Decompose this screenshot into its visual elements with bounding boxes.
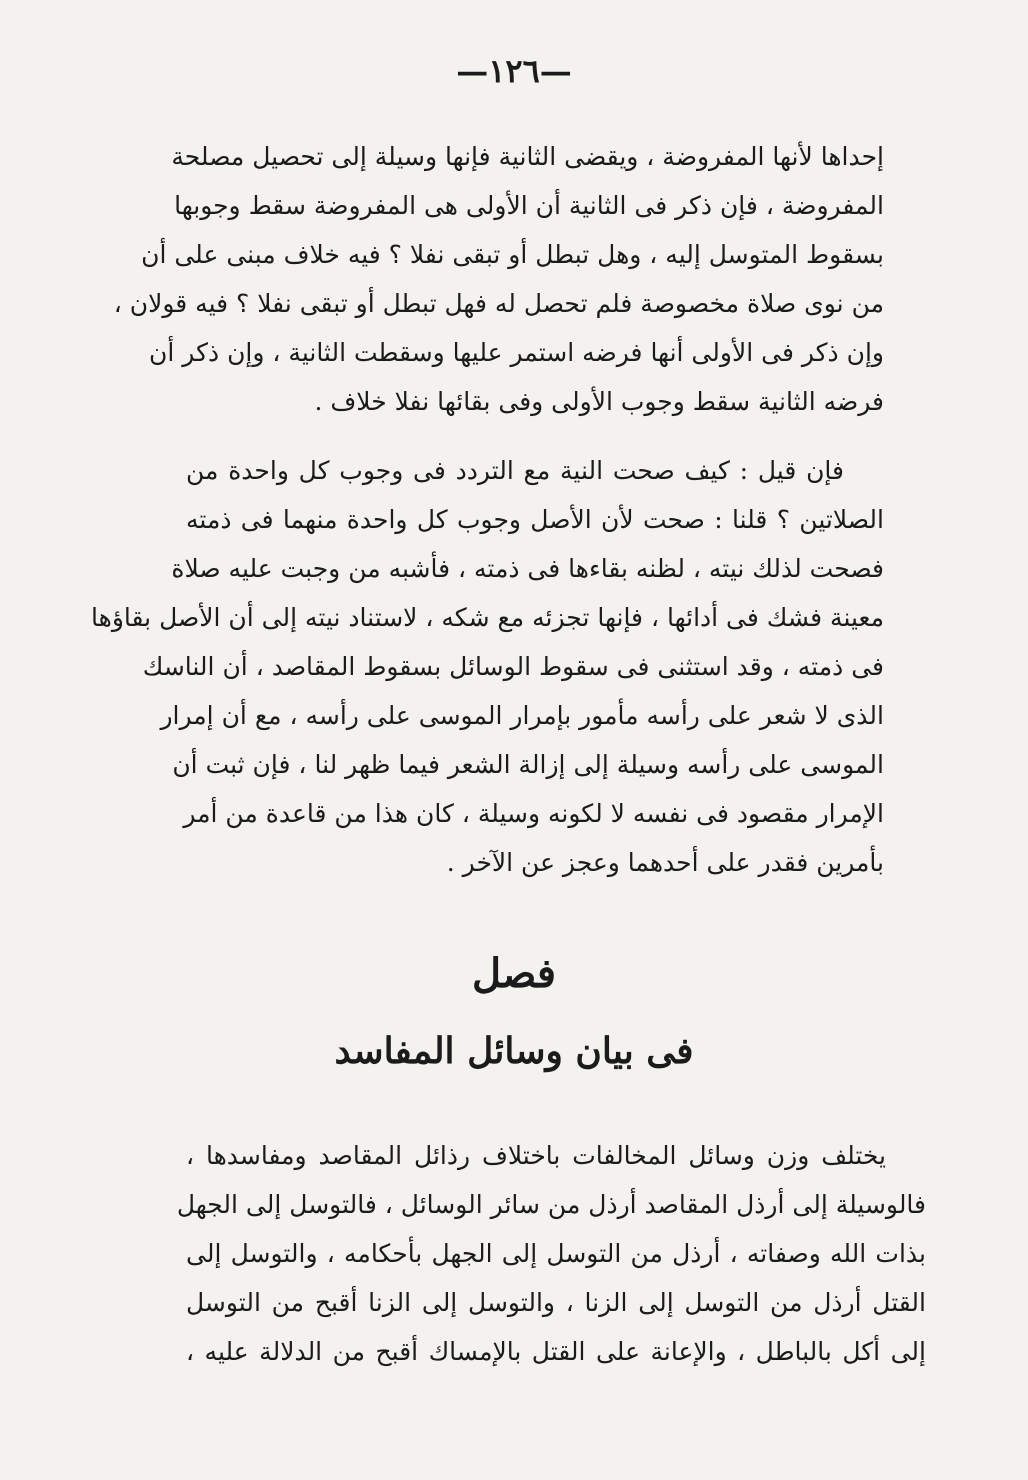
section-subheading: فى بيان وسائل المفاسد (334, 1030, 694, 1072)
text-line: إلى أكل بالباطل ، والإعانة على القتل بالإمساك أقبح من الدلالة عليه ، (186, 1337, 926, 1366)
text-line: الموسى على رأسه وسيلة إلى إزالة الشعر فيما ظهر لنا ، فإن ثبت أن (172, 750, 884, 779)
text-line: فرضه الثانية سقط وجوب الأولى وفى بقائها نفلا خلاف . (314, 387, 884, 416)
text-line: فصحت لذلك نيته ، لظنه بقاءها فى ذمته ، فأشبه من وجبت عليه صلاة (171, 554, 884, 583)
text-line: الذى لا شعر على رأسه مأمور بإمرار الموسى على رأسه ، مع أن إمرار (160, 701, 884, 730)
text-line: الصلاتين ؟ قلنا : صحت لأن الأصل وجوب كل واحدة منهما فى ذمته (186, 505, 884, 534)
text-line: معينة فشك فى أدائها ، فإنها تجزئه مع شكه ، لاستناد نيته إلى أن الأصل بقاؤها (91, 603, 884, 632)
text-line: وإن ذكر فى الأولى أنها فرضه استمر عليها وسقطت الثانية ، وإن ذكر أن (149, 338, 884, 367)
paragraph-2 (91, 446, 884, 887)
text-line: فإن قيل : كيف صحت النية مع التردد فى وجوب كل واحدة من (186, 456, 844, 485)
page-number: —١٢٦— (456, 52, 572, 90)
text-line: المفروضة ، فإن ذكر فى الثانية أن الأولى هى المفروضة سقط وجوبها (174, 191, 884, 220)
text-line: بذات الله وصفاته ، أرذل من التوسل إلى الجهل بأحكامه ، والتوسل إلى (186, 1239, 926, 1268)
text-line: بأمرين فقدر على أحدهما وعجز عن الآخر . (446, 848, 884, 877)
paragraph-3 (176, 1131, 926, 1376)
text-line: إحداها لأنها المفروضة ، ويقضى الثانية فإنها وسيلة إلى تحصيل مصلحة (171, 142, 884, 171)
text-line: يختلف وزن وسائل المخالفات باختلاف رذائل المقاصد ومفاسدها ، (186, 1141, 886, 1170)
text-line: من نوى صلاة مخصوصة فلم تحصل له فهل تبطل أو تبقى نفلا ؟ فيه قولان ، (113, 289, 884, 318)
text-line: فى ذمته ، وقد استثنى فى سقوط الوسائل بسقوط المقاصد ، أن الناسك (142, 652, 884, 681)
text-line: الإمرار مقصود فى نفسه لا لكونه وسيلة ، كان هذا من قاعدة من أمر (183, 799, 884, 828)
paragraph-1 (113, 132, 884, 426)
text-line: القتل أرذل من التوسل إلى الزنا ، والتوسل إلى الزنا أقبح من التوسل (186, 1288, 926, 1317)
text-line: فالوسيلة إلى أرذل المقاصد أرذل من سائر الوسائل ، فالتوسل إلى الجهل (176, 1190, 926, 1219)
text-line: بسقوط المتوسل إليه ، وهل تبطل أو تبقى نفلا ؟ فيه خلاف مبنى على أن (141, 240, 884, 269)
section-heading: فصل (471, 950, 557, 997)
